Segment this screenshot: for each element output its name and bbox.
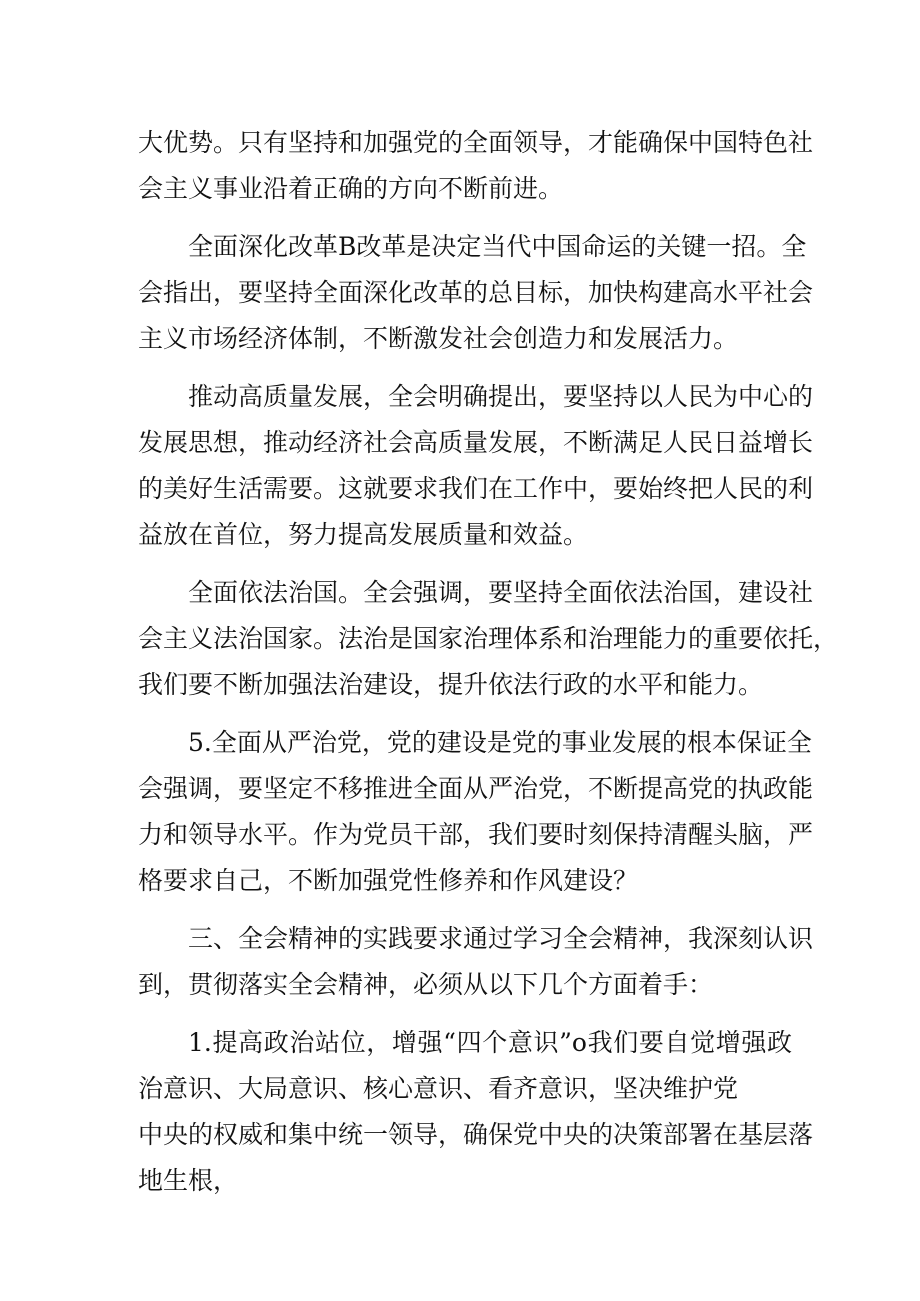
text-line: 会主义事业沿着正确的方向不断前进。 (138, 174, 564, 203)
text-line: 中央的权威和集中统一领导，确保党中央的决策部署在基层落 (138, 1120, 814, 1149)
section-heading-line: 三、全会精神的实践要求通过学习全会精神，我深刻认识 (188, 924, 814, 953)
text-line: 我们要不断加强法治建设，提升依法行政的水平和能力。 (138, 670, 764, 699)
paragraph-first-line: 1.提高政治站位，增强“四个意识”o我们要自觉增强政 (188, 1028, 792, 1057)
text-line: 会指出，要坚持全面深化改革的总目标，加快构建高水平社会 (138, 278, 814, 307)
text-line: 的美好生活需要。这就要求我们在工作中，要始终把人民的利 (138, 474, 814, 503)
text-line: 主义市场经济体制，不断激发社会创造力和发展活力。 (138, 324, 739, 353)
paragraph-first-line: 全面依法治国。全会强调，要坚持全面依法治国，建设社 (188, 578, 814, 607)
text-line: 大优势。只有坚持和加强党的全面领导，才能确保中国特色社 (138, 128, 814, 157)
text-line: 益放在首位，努力提高发展质量和效益。 (138, 520, 589, 549)
text-line: 会主义法治国家。法治是国家治理体系和治理能力的重要依托， (138, 624, 839, 653)
text-line: 地生根， (138, 1166, 239, 1195)
paragraph-first-line: 5.全面从严治党，党的建设是党的事业发展的根本保证全 (188, 728, 812, 757)
text-line: 治意识、大局意识、核心意识、看齐意识，坚决维护党 (138, 1074, 739, 1103)
paragraph-first-line: 推动高质量发展，全会明确提出，要坚持以人民为中心的 (188, 382, 814, 411)
text-line: 力和领导水平。作为党员干部，我们要时刻保持清醒头脑，严 (138, 820, 814, 849)
text-line: 格要求自己，不断加强党性修养和作风建设？ (138, 866, 639, 895)
text-line: 会强调，要坚定不移推进全面从严治党，不断提高党的执政能 (138, 774, 814, 803)
text-line: 发展思想，推动经济社会高质量发展，不断满足人民日益增长 (138, 428, 814, 457)
paragraph-first-line: 全面深化改革B改革是决定当代中国命运的关键一招。全 (188, 232, 807, 261)
text-line: 到，贯彻落实全会精神，必须从以下几个方面着手： (138, 970, 714, 999)
